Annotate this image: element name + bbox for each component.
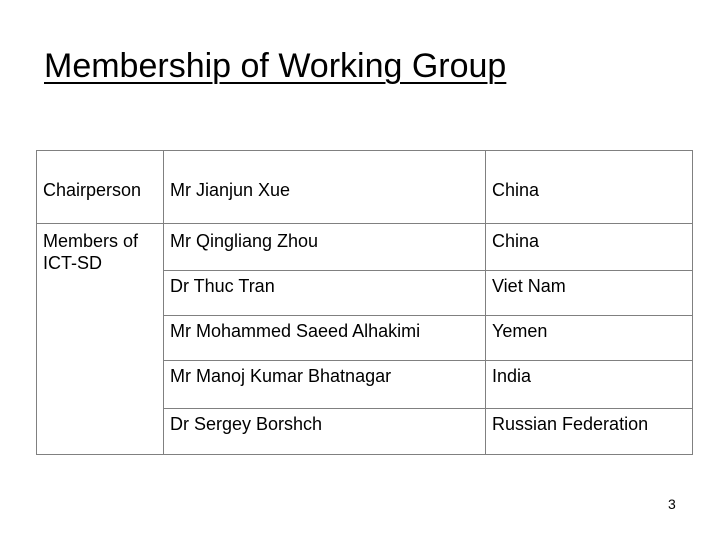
membership-table [36, 150, 693, 455]
country-cell: Russian Federation [486, 409, 693, 455]
country-cell: India [486, 361, 693, 409]
page-number: 3 [668, 496, 676, 512]
country-cell: China [486, 151, 693, 224]
slide-title: Membership of Working Group [44, 47, 507, 85]
country-cell: Viet Nam [486, 271, 693, 316]
country-cell: China [486, 224, 693, 271]
table-row [37, 151, 693, 224]
member-name-cell: Mr Qingliang Zhou [164, 224, 486, 271]
member-name-cell: Dr Thuc Tran [164, 271, 486, 316]
country-cell: Yemen [486, 316, 693, 361]
member-name-cell: Dr Sergey Borshch [164, 409, 486, 455]
member-name-cell: Mr Mohammed Saeed Alhakimi [164, 316, 486, 361]
member-name-cell: Mr Manoj Kumar Bhatnagar [164, 361, 486, 409]
table-row [37, 224, 693, 271]
member-name-cell: Mr Jianjun Xue [164, 151, 486, 224]
role-cell: Members of ICT-SD [37, 224, 164, 455]
role-cell: Chairperson [37, 151, 164, 224]
